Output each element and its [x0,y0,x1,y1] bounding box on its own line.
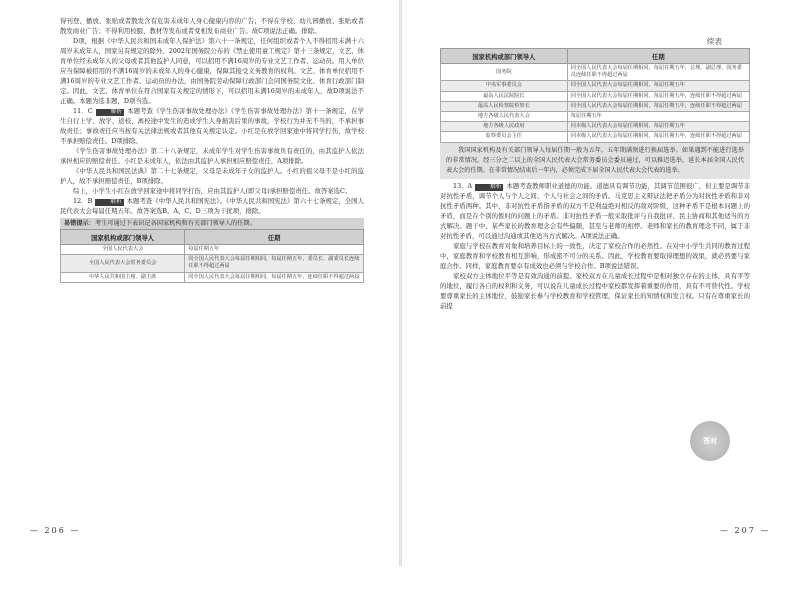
analysis-tag: 解析 [475,184,503,191]
term-note: 我国国家机构及有关部门领导人每届任期一般为五年，五年期满须进行换届选举。如果遇到不能进行选举的非常情况，经三分之二以上的全国人民代表大会常务委员会委员通过，可以推迟选举，延长本届全国人民代表大会的任期。在非常情况结束后一年内，必须完成下届全国人民代表大会代表的选举。 [440,143,750,179]
table-cell-org: 最高人民检察院检察长 [441,101,568,111]
table-header-term: 任期 [567,49,749,64]
table-header-org: 国家机构或部门领导人 [61,230,185,245]
term-table-left [60,229,364,283]
left-page [60,16,364,582]
table-cell-org: 全国人民代表大会 [61,245,185,255]
table-header-row [441,49,750,64]
table-cell-term: 同全国人民代表大会每届任期相同，每届任期五年 [567,81,749,91]
book-gutter [399,0,402,566]
table-cell-org: 全国人民代表大会常务委员会 [61,255,185,272]
analysis-tag: 解析 [96,109,124,116]
question-13-text: 本题考查教师职业道德的功能。道德具有调节功能，其调节范围很广，但主要是调节非对抗性矛盾，调节个人与个人之间、个人与社会之间的矛盾。马克思主义辩证法把矛盾分为对抗性矛盾和非对抗性矛盾两种。其中，非对抗性矛盾指矛盾的双方不是利益绝对相反的敌对阶级，这种矛盾不是根本问题上的矛盾，而是在个别的暂时的问题上的矛盾。非对抗性矛盾一般采取批评与自我批评、民主协商和其他适当的方式解决。题干中，某些家长的教育理念会有些偏颇，甚至与老师的相悖。老师和家长的教育理念不同，属于非对抗性矛盾，可以通过沟通或其他适当方式解决。A项说法正确。 [440,181,750,240]
table-cell-term: 同全国人民代表大会每届任期相同，每届任期五年，连续任职不得超过两届 [567,91,749,101]
question-13-number: 13．A [453,181,473,190]
table-cell-term: 同全国人民代表大会每届任期相同，每届任期五年，连续任职不得超过两届 [185,272,364,282]
table-row [441,101,750,111]
table-row [441,81,750,91]
table-cell-org: 中央军事委员会 [441,81,568,91]
question-12-number: 12．B [73,197,93,205]
table-row [441,122,750,132]
question-11-text: 本题考查《学生伤害事故处理办法》《学生伤害事故处理办法》第十一条规定，在学生自行上学、放学、返校、离校途中发生的造成学生人身损害后果的事故，学校行为并无不当的，不承担事故责任；事故责任应当按有关法律法规或者其他有关规定认定。小红是在放学回家途中将同学打伤，故学校不承担赔偿责任。D项排除。 [60,107,364,145]
table-cell-org: 中华人民共和国主席、副主席 [61,272,185,282]
table-row [441,64,750,81]
table-cell-org: 最高人民法院院长 [441,91,568,101]
table-header-term: 任期 [185,230,364,245]
paragraph-home-school: 家庭与学校在教育对象和培养目标上的一致性，决定了家校合作的必然性。在对中小学生共同的教育过程中，家庭教育和学校教育相互影响，形成密不可分的关系。因此，学校教育要取得理想的效果，就必然要与家庭合作。同样，家庭教育要卓有成效也必须与学校合作。B项说法错误。 [440,241,750,270]
paragraph-article-28: 《学生伤害事故处理办法》第二十八条规定，未成年学生对学生伤害事故负有责任的，由其监护人依法承担相应的赔偿责任。小红是未成年人，依法由其监护人承担相应赔偿责任，A项排除。 [60,147,364,165]
table-cell-term: 同本级人民代表大会每届任期相同，每届任期五年 [567,122,749,132]
table-cell-org: 国务院 [441,64,568,81]
question-12-answer [60,196,364,216]
table-cell-term: 同全国人民代表大会每届任期相同，每届任期五年，连续任职不得超过两届 [567,101,749,111]
table-cell-org: 监察委员会主任 [441,132,568,142]
table-cell-term: 每届任期五年 [567,112,749,122]
question-11-answer [60,106,364,146]
table-row [441,132,750,142]
page-number-left: — 206 — [30,526,81,535]
table-cell-term: 同本级人民代表大会每届任期相同，每届任期五年，连续任职不得超过两届 [567,132,749,142]
paragraph-c-option: 得刊登、播放、张贴或者散发含有危害未成年人身心健康内容的广告；不得在学校、幼儿园播放、张贴或者散发商业广告；不得利用校服、教材等发布或者变相发布商业广告。故C项说法正确。排除。 [60,17,364,35]
question-11-number: 11．C [73,107,93,115]
analysis-tag: 解析 [95,199,123,206]
paragraph-conclusion: 综上，小学生小红在放学回家途中将同学打伤，应由其监护人(即父母)承担赔偿责任。故答案选C。 [73,187,352,195]
error-prone-tip: 易错提示：考生可通过下表识记各国家机构和有关部门领导人的任期。 [60,218,364,229]
paragraph-equal-status: 家校双方主体地位平等是有效沟通的前提。家校双方在儿童成长过程中是相对独立存在的主体，具有平等的地位，履行各自的权利和义务，可以说在儿童成长过程中家校都发挥着重要的作用，具有不可替代性。学校要尊重家长的主体地位，鼓励家长参与学校教育和学校管理，保证家长的知情权和发言权。只有在尊重家长的前提 [440,271,750,310]
paragraph-d-option: D项，根据《中华人民共和国未成年人保护法》第六十一条规定，任何组织或者个人不得招用未满十六周岁未成年人，国家另有规定的除外。2002年国务院公布的《禁止使用童工规定》第十三条规定，文艺、体育单位经未成年人的父母或者其他监护人同意，可以招用不满16周岁的专业文艺工作者、运动员。用人单位应当保障被招用的不满16周岁的未成年人的身心健康，保障其接受义务教育的权利。文艺、体育单位招用不满16周岁的专业文艺工作者、运动员的办法，由国务院劳动保障行政部门会同国务院文化、体育行政部门制定。因此，文艺、体育单位在符合国家有关规定的情形下，可以招用未满16周岁的未成年人，故D项说法不正确。本题为选非题，D项当选。 [60,37,364,105]
question-13-answer [440,181,750,241]
table-row [441,112,750,122]
table-row [61,255,364,272]
page-number-right: — 207 — [720,526,771,535]
question-12-text: 本题考查《中华人民共和国宪法》。《中华人民共和国宪法》第六十七条规定，全国人民代表大会每届任期五年。故答案选B。A、C、D三项为干扰项，排除。 [60,197,364,215]
table-row [61,272,364,282]
table-cell-term: 同全国人民代表大会每届任期相同，每届任期五年，委员长、副委员长连续任职不得超过两届 [185,255,364,272]
table-cell-term: 同全国人民代表大会每届任期相同，每届任期五年，总理、副总理、国务委员连续任职不得超过两届 [567,64,749,81]
table-cell-term: 每届任期五年 [185,245,364,255]
table-cell-org: 地方各级人民政府 [441,122,568,132]
table-row [441,91,750,101]
tip-label: 易错提示 [64,220,89,227]
paragraph-civil-code: 《中华人民共和国民法典》第二十七条规定，父母是未成年子女的监护人。小红的祖父母不是小红的监护人，故不承担赔偿责任，B项排除。 [60,167,364,185]
table-header-org: 国家机构或部门领导人 [441,49,568,64]
table-row [61,245,364,255]
continued-label: 续表 [707,37,722,46]
watermark-stamp: 答对 [690,421,730,461]
term-table-right [440,48,750,143]
tip-text: 考生可通过下表识记各国家机构和有关部门领导人的任期。 [94,220,256,227]
table-cell-org: 地方各级人民代表大会 [441,112,568,122]
right-page [440,48,750,614]
table-header-row [61,230,364,245]
